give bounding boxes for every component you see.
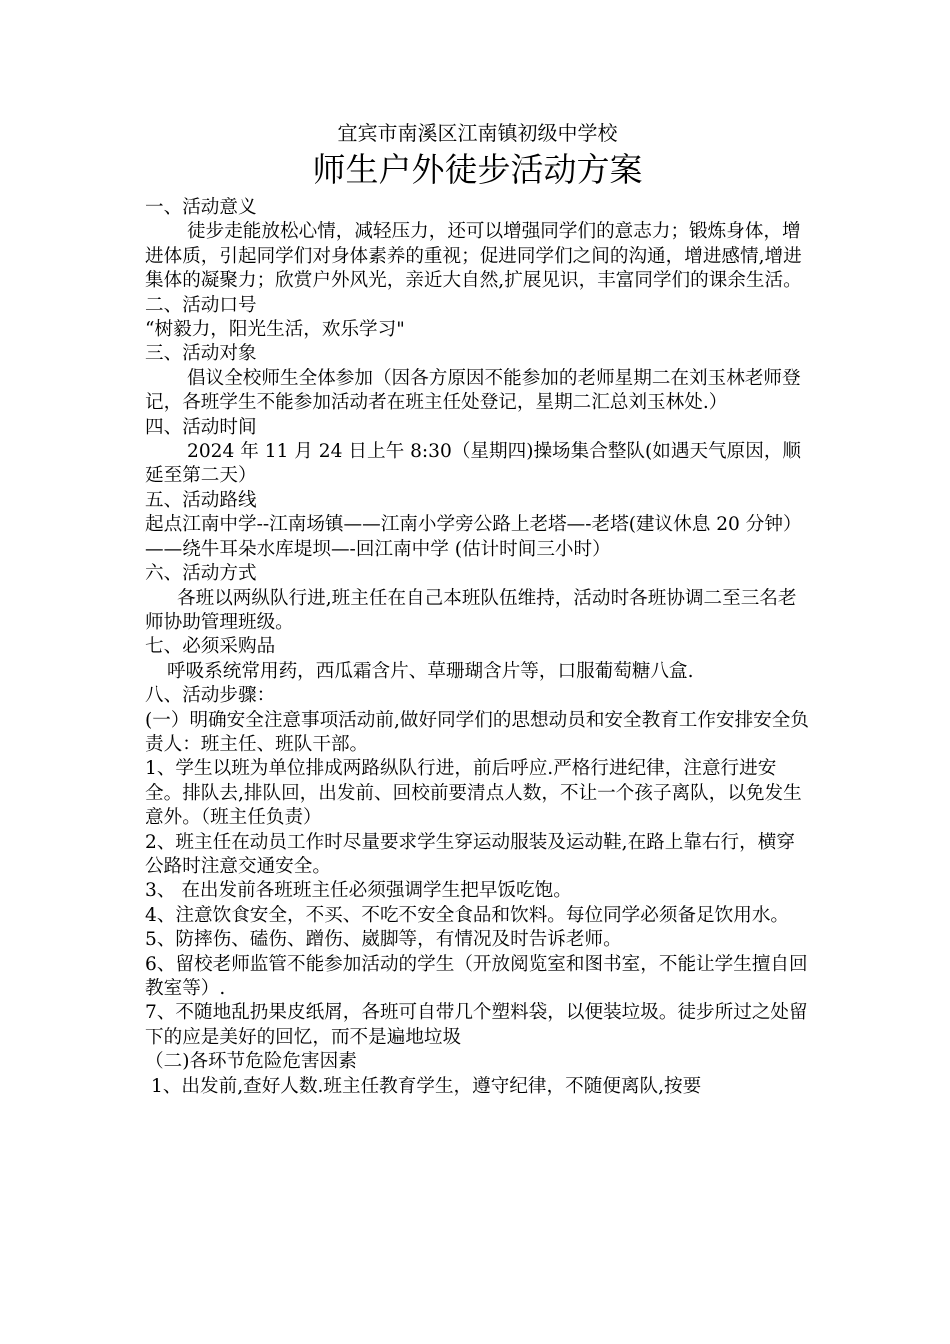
section-body-participants: 倡议全校师生全体参加（因各方原因不能参加的老师星期二在刘玉林老师登记，各班学生不能参加活动者在班主任处登记，星期二汇总刘玉林处.） (145, 367, 801, 414)
document-title: 师生户外徒步活动方案 (312, 150, 643, 189)
hazard-item-1: 1、出发前,查好人数.班主任教育学生，遵守纪律，不随便离队,按要 (151, 1075, 702, 1097)
section-body-route: 起点江南中学--江南场镇——江南小学旁公路上老塔—-老塔(建议休息 20 分钟）——绕牛耳朵水库堤坝—-回江南中学 (估计时间三小时） (145, 514, 802, 560)
step-item-6: 6、留校老师监管不能参加活动的学生（开放阅览室和图书室，不能让学生擅自回教室等）. (145, 953, 808, 999)
section-body-time: 2024 年 11 月 24 日上午 8:30（星期四)操场集合整队(如遇天气原因，顺延至第二天） (145, 441, 802, 487)
section-heading-participants: 三、活动对象 (145, 343, 257, 365)
step-item-1: 1、学生以班为单位排成两路纵队行进，前后呼应.严格行进纪律，注意行进安全。排队去,排队回，出发前、回校前要清点人数，不让一个孩子离队，以免发生意外。（班主任负责） (145, 758, 802, 829)
section-heading-route: 五、活动路线 (145, 489, 257, 511)
section-heading-time: 四、活动时间 (145, 416, 257, 438)
step-item-5: 5、防摔伤、磕伤、蹭伤、崴脚等，有情况及时告诉老师。 (145, 929, 622, 951)
section-heading-significance: 一、活动意义 (145, 197, 257, 218)
step-item-2: 2、班主任在动员工作时尽量要求学生穿运动服装及运动鞋,在路上靠右行，横穿公路时注意交通安全。 (145, 831, 795, 877)
step-item-3: 3、 在出发前各班班主任必须强调学生把早饭吃饱。 (145, 880, 572, 902)
section-heading-steps: 八、活动步骤： (145, 685, 276, 707)
step-item-4: 4、注意饮食安全，不买、不吃不安全食品和饮料。每位同学必须备足饮用水。 (145, 904, 790, 926)
document-page (145, 118, 810, 1099)
steps-subsection-2: （二)各环节危险危害因素 (145, 1051, 357, 1073)
section-body-significance: 徒步走能放松心情，减轻压力，还可以增强同学们的意志力；锻炼身体，增进体质，引起同学们对身体素养的重视；促进同学们之间的沟通，增进感情,增进集体的凝聚力；欣赏户外风光，亲近大自然,扩展见识，丰富同学们的课余生活。 (145, 221, 802, 292)
section-heading-slogan: 二、活动口号 (145, 294, 257, 316)
section-heading-supplies: 七、必须采购品 (145, 636, 276, 658)
step-item-7: 7、不随地乱扔果皮纸屑，各班可自带几个塑料袋，以便装垃圾。徒步所过之处留下的应是美好的回忆，而不是遍地垃圾 (145, 1002, 808, 1048)
section-body-supplies: 呼吸系统常用药，西瓜霜含片、草珊瑚含片等，口服葡萄糖八盒. (167, 660, 694, 682)
steps-subsection-1: (一）明确安全注意事项活动前,做好同学们的思想动员和安全教育工作安排安全负责人：班主任、班队干部。 (145, 709, 809, 755)
school-name: 宜宾市南溪区江南镇初级中学校 (337, 121, 618, 145)
section-body-slogan: “树毅力，阳光生活，欢乐学习" (145, 319, 405, 341)
section-heading-method: 六、活动方式 (145, 563, 257, 585)
section-body-method: 各班以两纵队行进,班主任在自己本班队伍维持，活动时各班协调二至三名老师协助管理班级。 (145, 587, 797, 633)
